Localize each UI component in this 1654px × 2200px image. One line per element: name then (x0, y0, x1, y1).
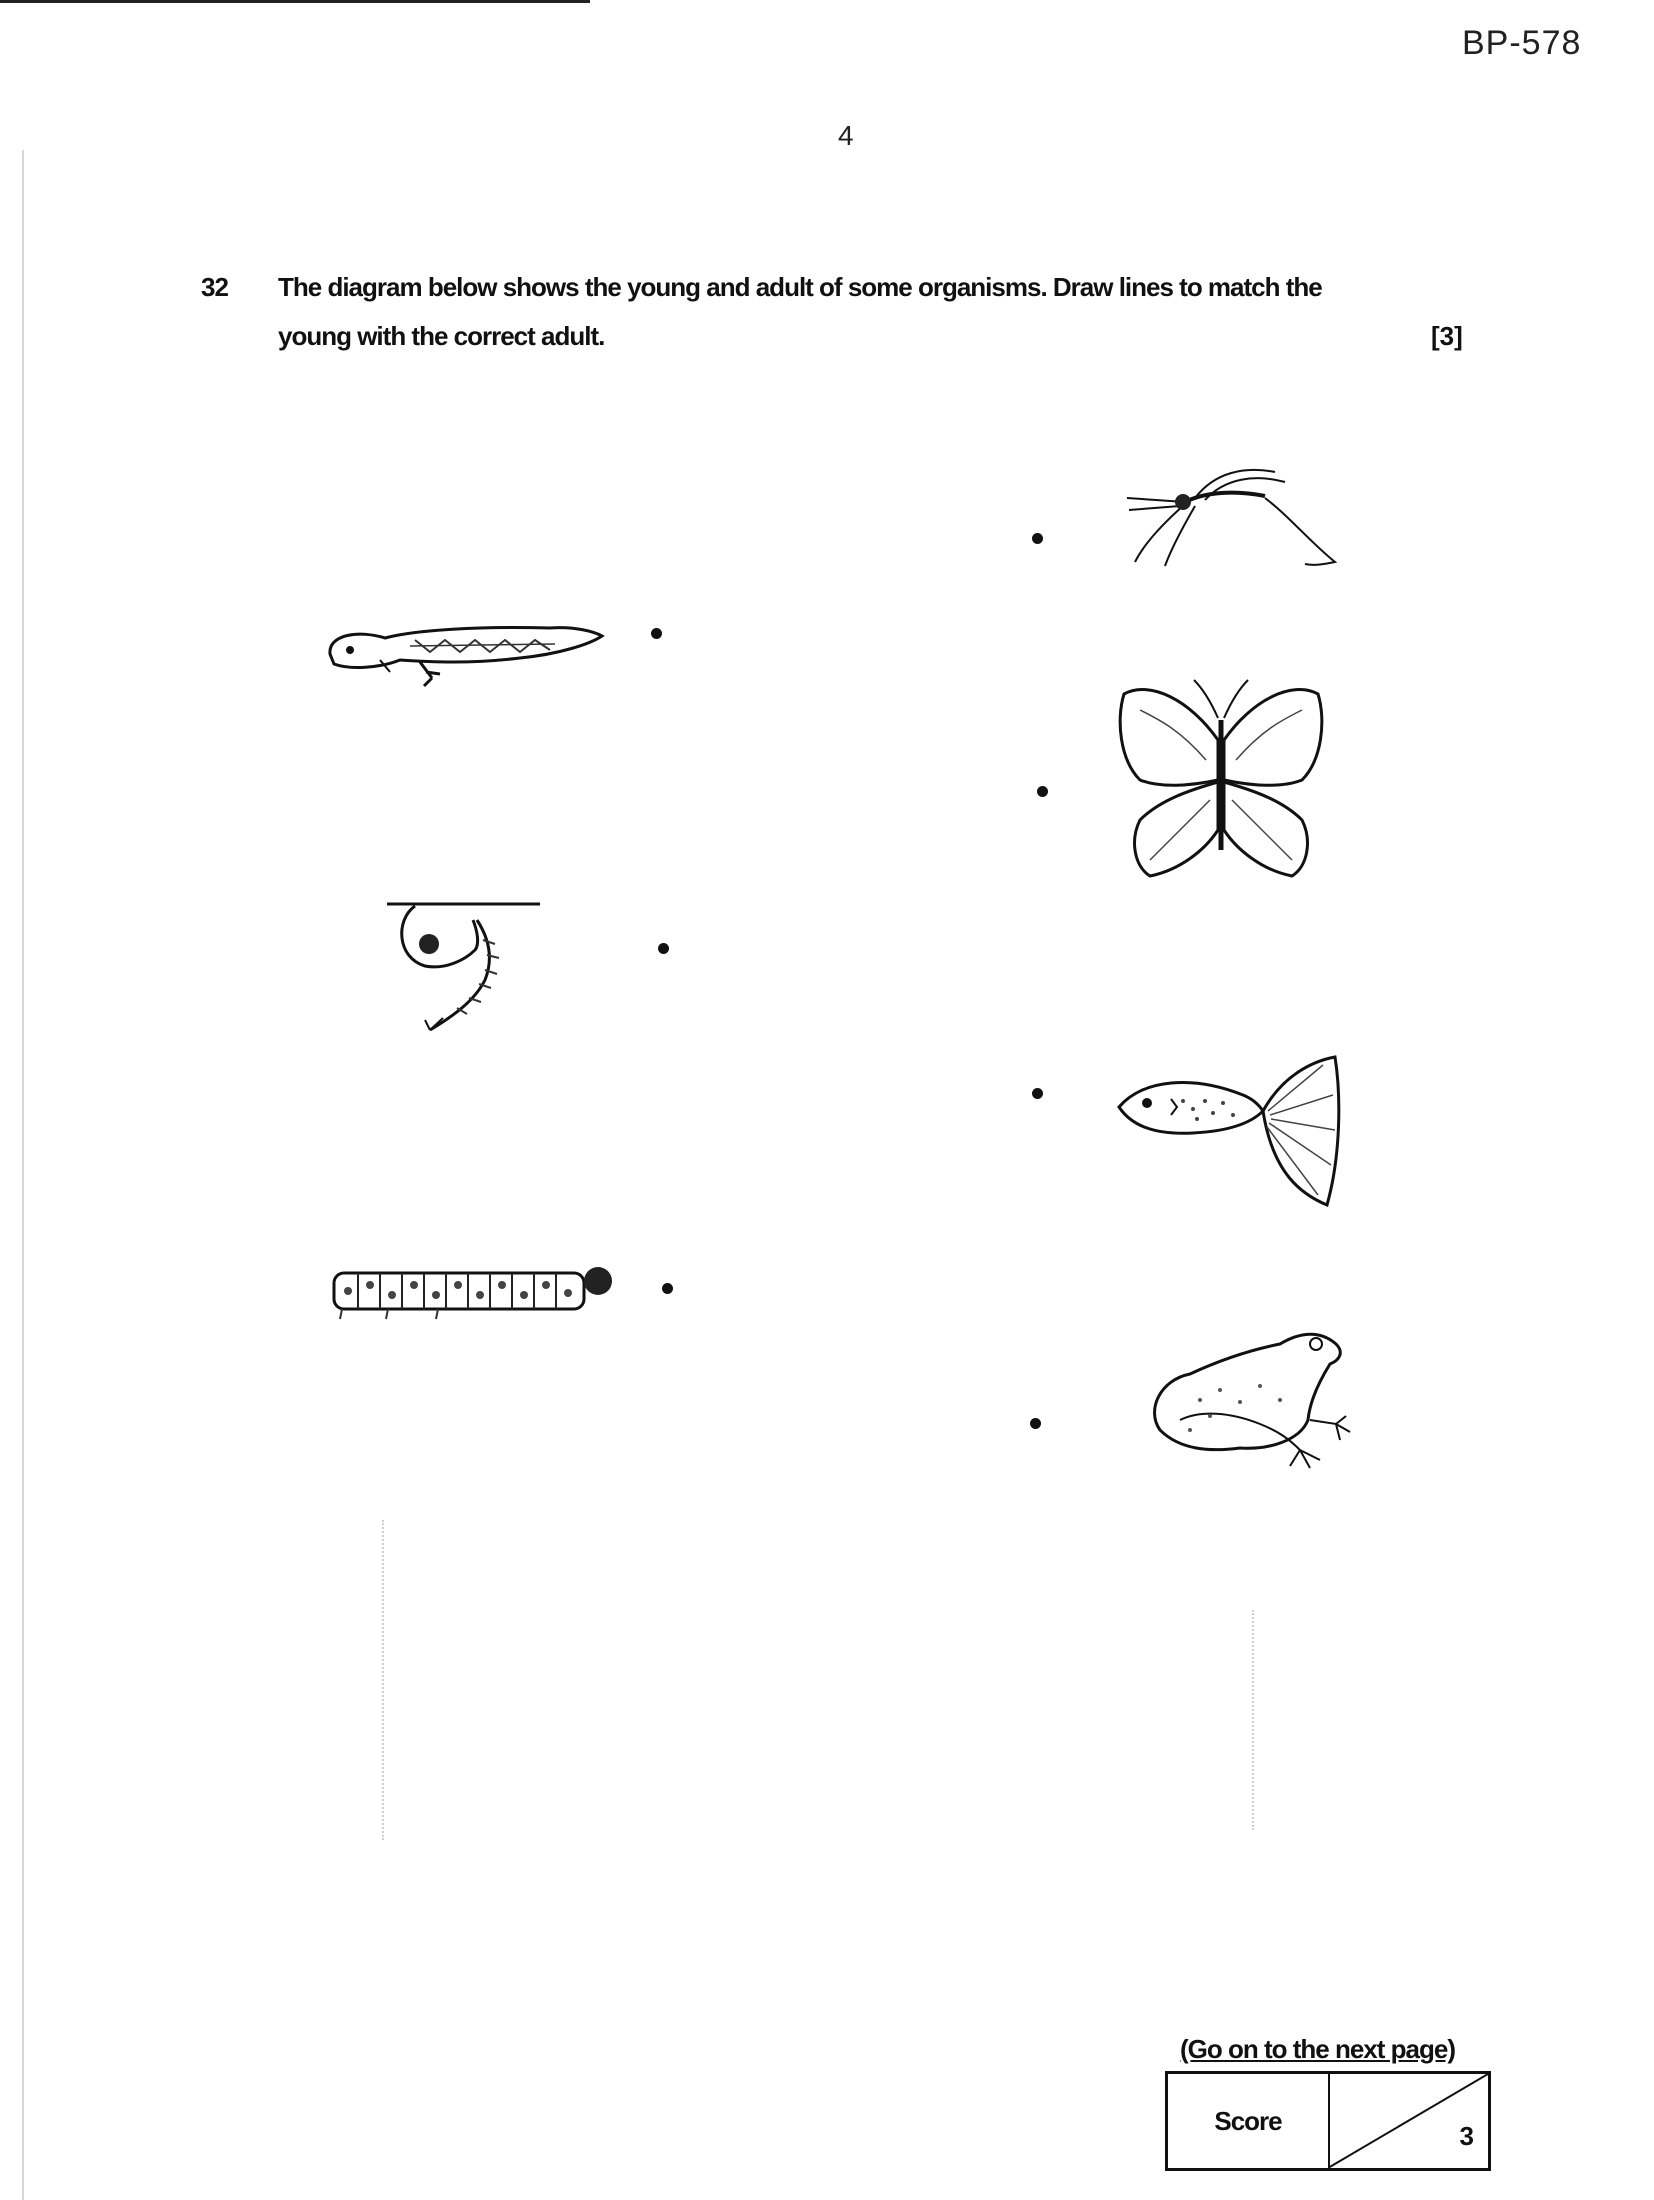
top-rule (0, 0, 590, 3)
mosquito-larva-icon (385, 900, 550, 1040)
margin-dotted-line-right (1252, 1610, 1254, 1830)
paper-reference-code: BP-578 (1462, 24, 1582, 62)
mosquito-match-dot[interactable] (1032, 533, 1043, 544)
frog-match-dot[interactable] (1030, 1418, 1041, 1429)
left-margin-line (22, 150, 24, 2200)
score-maximum: 3 (1459, 2121, 1474, 2151)
butterfly-match-dot[interactable] (1037, 786, 1048, 797)
margin-dotted-line-left (382, 1520, 384, 1840)
score-label: Score (1168, 2074, 1330, 2168)
frog-icon (1140, 1320, 1360, 1480)
question-number: 32 (201, 272, 228, 302)
tadpole-icon (320, 612, 605, 692)
butterfly-icon (1110, 670, 1332, 882)
question-marks: [3] (1431, 321, 1463, 351)
fish-match-dot[interactable] (1032, 1088, 1043, 1099)
question-text-line-1: The diagram below shows the young and adult of some organisms. Draw lines to match the (278, 272, 1322, 302)
score-box (1165, 2071, 1491, 2171)
mosquito-larva-match-dot[interactable] (658, 943, 669, 954)
caterpillar-match-dot[interactable] (662, 1283, 673, 1294)
fish-icon (1113, 1055, 1343, 1215)
go-on-next-page-note: (Go on to the next page) (1180, 2034, 1455, 2064)
page-number: 4 (838, 120, 854, 151)
question-text-line-2: young with the correct adult. (278, 321, 605, 351)
mosquito-icon (1125, 462, 1343, 572)
tadpole-match-dot[interactable] (651, 628, 662, 639)
caterpillar-icon (328, 1255, 626, 1323)
